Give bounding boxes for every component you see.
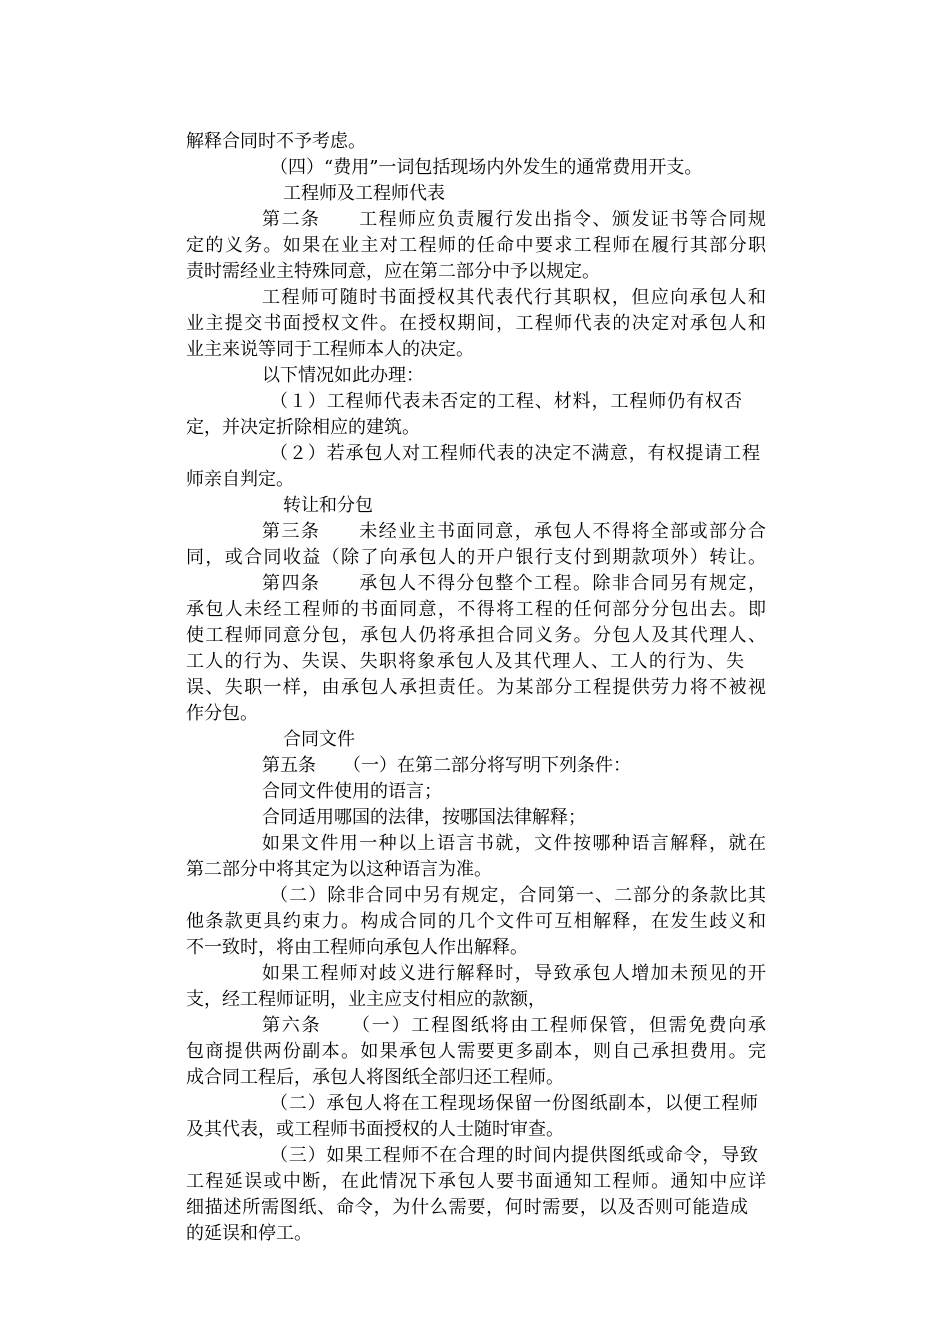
text-line: 第二部分中将其定为以这种语言为准。 xyxy=(186,859,492,880)
text-line: 合同适用哪国的法律，按哪国法律解释； xyxy=(262,807,586,828)
text-line: 成合同工程后，承包人将图纸全部归还工程师。 xyxy=(186,1067,564,1088)
text-line: 工程师可随时书面授权其代表代行其职权，但应向承包人和 xyxy=(262,287,766,308)
text-line: 如果文件用一种以上语言书就，文件按哪种语言解释，就在 xyxy=(262,833,766,854)
text-line: （二）承包人将在工程现场保留一份图纸副本，以便工程师 xyxy=(270,1093,758,1114)
text-line: 细描述所需图纸、命令，为什么需要，何时需要，以及否则可能造成 xyxy=(186,1197,748,1218)
text-line: 定，并决定折除相应的建筑。 xyxy=(186,417,420,438)
text-line: 业主来说等同于工程师本人的决定。 xyxy=(186,339,474,360)
text-line: 及其代表，或工程师书面授权的人士随时审查。 xyxy=(186,1119,564,1140)
text-line: 的延误和停工。 xyxy=(186,1223,312,1244)
section-heading: 转让和分包 xyxy=(283,495,373,516)
text-line: 解释合同时不予考虑。 xyxy=(186,131,366,152)
text-line: 包商提供两份副本。如果承包人需要更多副本，则自己承担费用。完 xyxy=(186,1041,766,1062)
text-line: 第三条 未经业主书面同意，承包人不得将全部或部分合 xyxy=(262,521,766,542)
text-line: （四）“费用”一词包括现场内外发生的通常费用开支。 xyxy=(270,157,703,178)
text-line: 不一致时，将由工程师向承包人作出解释。 xyxy=(186,937,528,958)
text-line: 使工程师同意分包，承包人仍将承担合同义务。分包人及其代理人、 xyxy=(186,625,766,646)
text-line: 第五条 （一）在第二部分将写明下列条件： xyxy=(262,755,631,776)
text-line: 工人的行为、失误、失职将象承包人及其代理人、工人的行为、失 xyxy=(186,651,744,672)
text-line: （二）除非合同中另有规定，合同第一、二部分的条款比其 xyxy=(270,885,766,906)
text-line: 业主提交书面授权文件。在授权期间，工程师代表的决定对承包人和 xyxy=(186,313,766,334)
text-line: 责时需经业主特殊同意，应在第二部分中予以规定。 xyxy=(186,261,600,282)
text-line: 工程延误或中断，在此情况下承包人要书面通知工程师。通知中应详 xyxy=(186,1171,766,1192)
text-line: 作分包。 xyxy=(186,703,258,724)
text-line: （２）若承包人对工程师代表的决定不满意，有权提请工程 xyxy=(270,443,760,464)
text-line: 合同文件使用的语言； xyxy=(262,781,442,802)
text-line: 第二条 工程师应负责履行发出指令、颁发证书等合同规 xyxy=(262,209,766,230)
text-line: 同，或合同收益（除了向承包人的开户银行支付到期款项外）转让。 xyxy=(186,547,766,568)
text-line: （１）工程师代表未否定的工程、材料，工程师仍有权否 xyxy=(270,391,742,412)
text-line: 定的义务。如果在业主对工程师的任命中要求工程师在履行其部分职 xyxy=(186,235,766,256)
text-line: 师亲自判定。 xyxy=(186,469,294,490)
text-line: 承包人未经工程师的书面同意，不得将工程的任何部分分包出去。即 xyxy=(186,599,766,620)
text-line: 误、失职一样，由承包人承担责任。为某部分工程提供劳力将不被视 xyxy=(186,677,766,698)
text-line: 支，经工程师证明，业主应支付相应的款额， xyxy=(186,989,546,1010)
text-line: 第六条 （一）工程图纸将由工程师保管，但需免费向承 xyxy=(262,1015,766,1036)
section-heading: 合同文件 xyxy=(283,729,355,750)
text-line: 第四条 承包人不得分包整个工程。除非合同另有规定， xyxy=(262,573,766,594)
text-line: 以下情况如此办理： xyxy=(262,365,424,386)
text-line: 他条款更具约束力。构成合同的几个文件可互相解释，在发生歧义和 xyxy=(186,911,766,932)
text-line: （三）如果工程师不在合理的时间内提供图纸或命令，导致 xyxy=(270,1145,758,1166)
section-heading: 工程师及工程师代表 xyxy=(283,183,445,204)
text-line: 如果工程师对歧义进行解释时，导致承包人增加未预见的开 xyxy=(262,963,766,984)
